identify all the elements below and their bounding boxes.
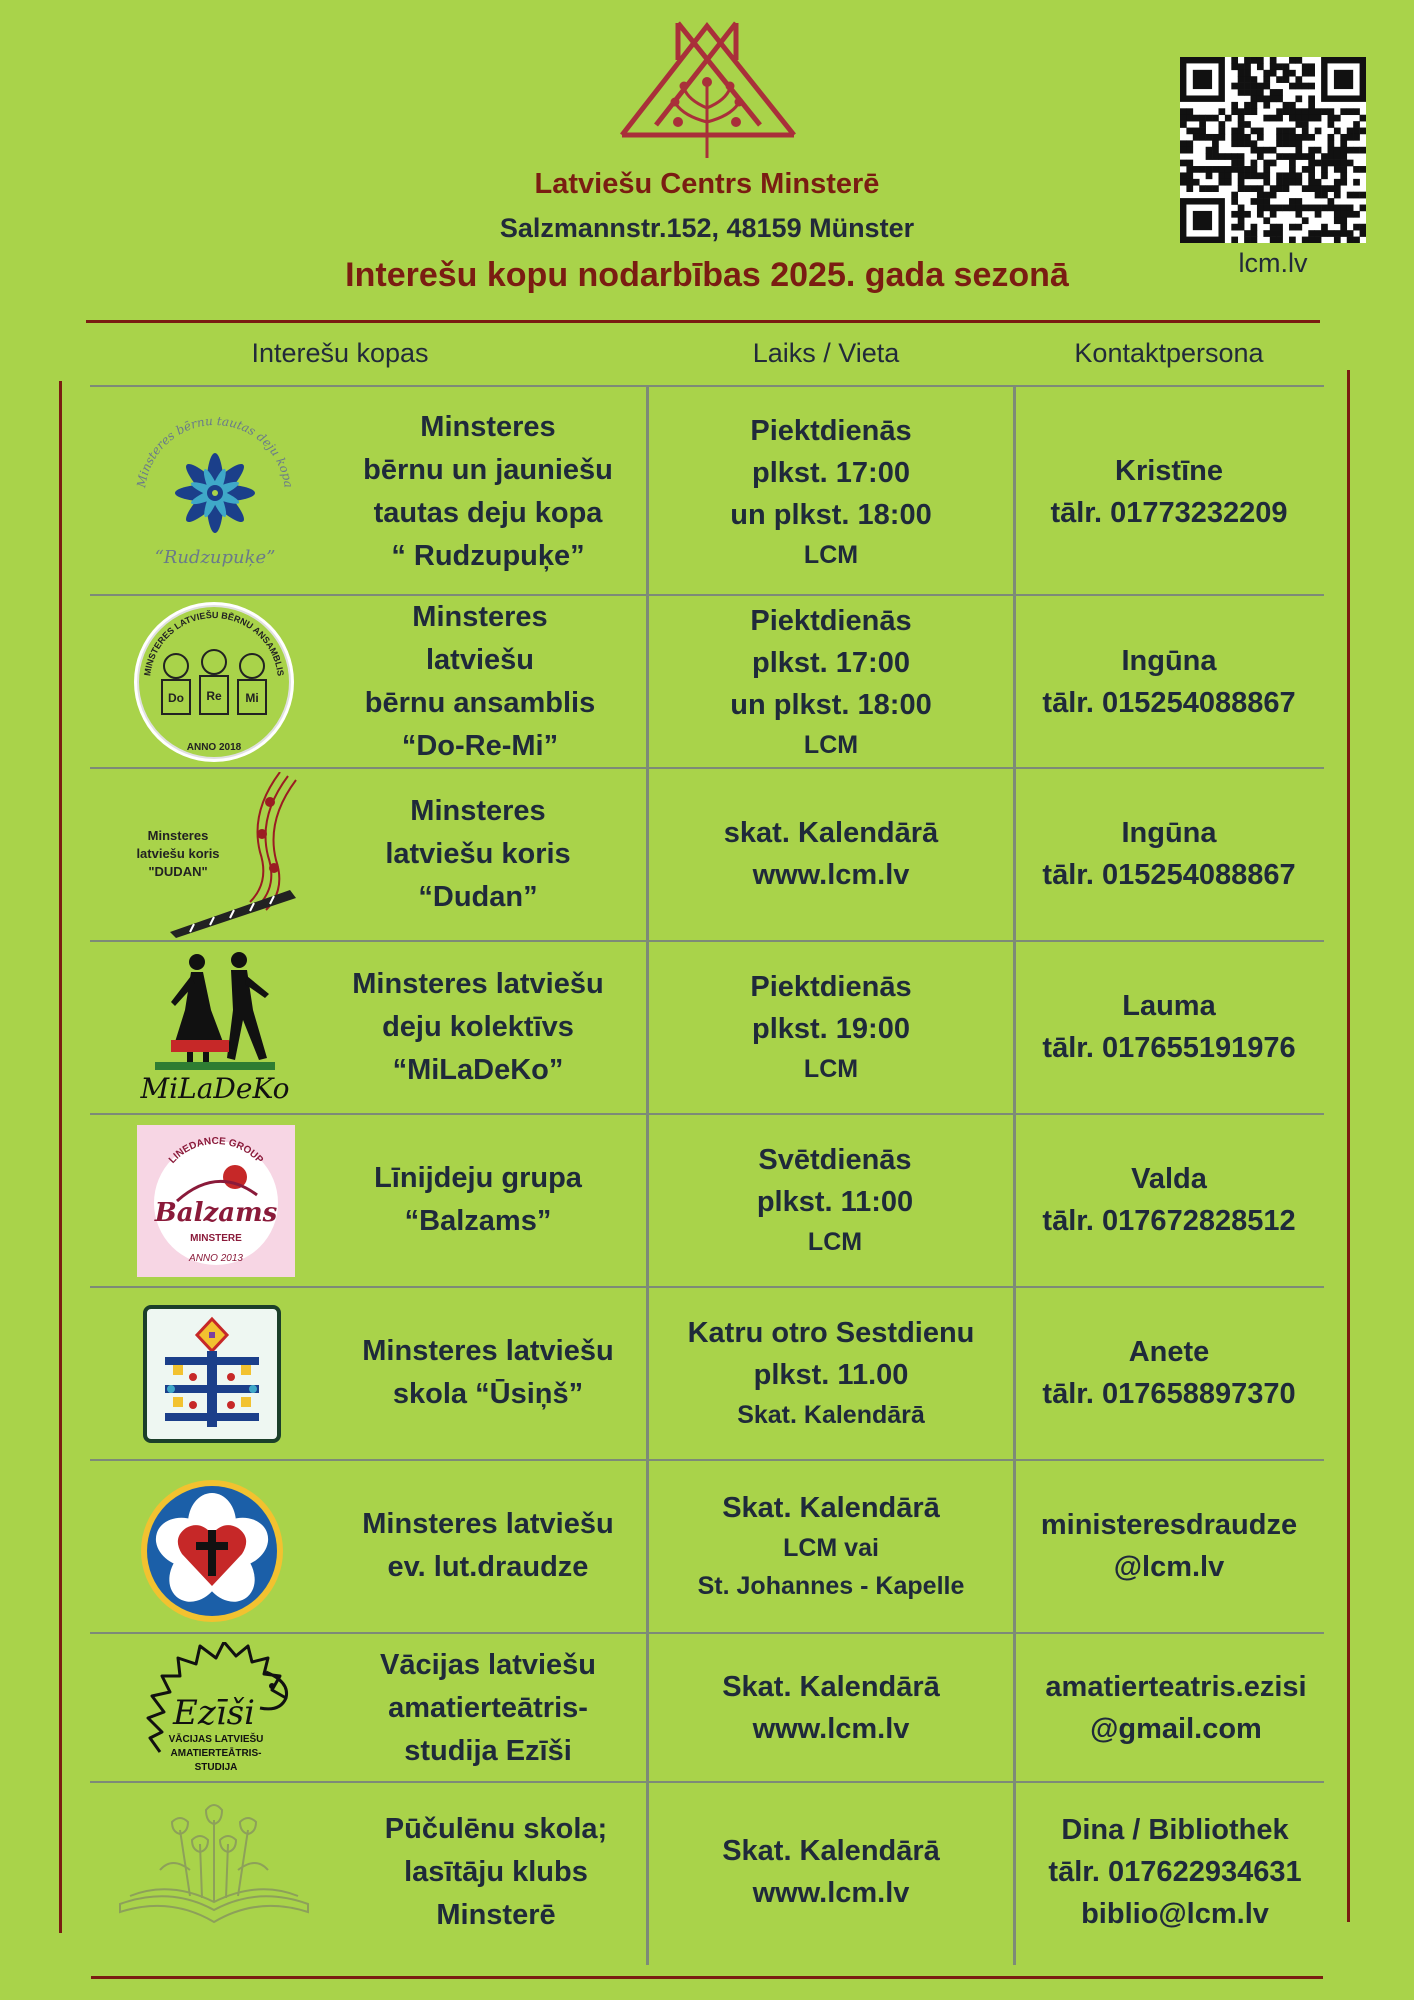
time-place[interactable]: Skat. Kalendārā www.lcm.lv — [722, 1835, 940, 1909]
svg-text:AMATIERTEĀTRIS-: AMATIERTEĀTRIS- — [170, 1748, 262, 1759]
page-title: Interešu kopu nodarbības 2025. gada sezonā — [345, 256, 1069, 294]
svg-text:latviešu koris: latviešu koris — [136, 846, 220, 861]
lcm-house-logo — [618, 18, 798, 164]
svg-text:VĀCIJAS LATVIEŠU: VĀCIJAS LATVIEŠU — [168, 1734, 264, 1745]
group-name: Minsteres latviešu bērnu ansamblis “Do-Re-Mi” — [364, 601, 596, 762]
miladeko-dancers-logo — [135, 950, 295, 1106]
frame-right-line — [1347, 370, 1350, 1922]
org-name: Latviešu Centrs Minsterē — [534, 168, 880, 200]
time-place: Piektdienās plkst. 17:00 un plkst. 18:00 LCM — [730, 415, 932, 569]
contact[interactable]: amatierteatris.ezisi @gmail.com — [1045, 1671, 1307, 1745]
svg-text:ANNO 2013: ANNO 2013 — [189, 1253, 243, 1264]
contact[interactable]: Lauma tālr. 017655191976 — [1042, 990, 1296, 1064]
header-divider — [86, 320, 1320, 323]
svg-text:"DUDAN": "DUDAN" — [148, 864, 208, 879]
logo-year: ANNO 2018 — [186, 742, 242, 753]
row-divider — [90, 385, 1324, 387]
svg-text:Minsteres: Minsteres — [147, 828, 209, 843]
logo-caption: MiLaDeKo — [140, 1072, 290, 1105]
logo-caption: Ezīši — [173, 1693, 255, 1733]
group-name: Minsteres latviešu skola “Ūsiņš” — [362, 1335, 614, 1410]
contact[interactable]: Ingūna tālr. 015254088867 — [1042, 645, 1296, 719]
rudzupuke-flower-logo — [125, 405, 305, 575]
column-header-contact: Kontaktpersona — [1074, 338, 1264, 368]
group-name: Līnijdeju grupa “Balzams” — [374, 1162, 582, 1237]
contact[interactable]: Dina / Bibliothek tālr. 017622934631 biblio@lcm.lv — [1048, 1814, 1302, 1930]
time-place: Svētdienās plkst. 11:00 LCM — [756, 1144, 914, 1256]
logo-caption: Balzams — [154, 1198, 278, 1228]
do-re-mi-ensemble-logo — [130, 600, 298, 764]
svg-text:Mi: Mi — [245, 691, 259, 705]
luther-rose-logo — [138, 1478, 286, 1624]
group-name: Vācijas latviešu amatierteātris- studija Ezīši — [379, 1648, 597, 1767]
group-name: Minsteres latviešu ev. lut.draudze — [362, 1508, 614, 1583]
logo-arc-text: MINSTERES LATVIEŠU BĒRNU ANSAMBLIS — [142, 609, 286, 677]
group-name: Minsteres latviešu koris “Dudan” — [385, 794, 571, 913]
svg-text:STUDIJA: STUDIJA — [194, 1762, 238, 1773]
time-place: Piektdienās plkst. 17:00 un plkst. 18:00 LCM — [730, 605, 932, 759]
contact[interactable]: Kristīne tālr. 01773232209 — [1050, 455, 1288, 529]
svg-text:Re: Re — [206, 689, 222, 703]
usins-school-logo — [143, 1305, 281, 1443]
org-address: Salzmannstr.152, 48159 Münster — [499, 213, 915, 243]
ezisi-hedgehog-logo — [140, 1642, 292, 1782]
time-place: Skat. Kalendārā LCM vai St. Johannes - Kapelle — [697, 1492, 965, 1600]
balzams-linedance-logo — [137, 1125, 295, 1277]
time-place[interactable]: Skat. Kalendārā www.lcm.lv — [722, 1671, 940, 1745]
open-book-flowers-logo — [110, 1800, 318, 1930]
group-name: Minsteres bērnu un jauniešu tautas deju kopa “ Rudzupuķe” — [363, 411, 613, 572]
column-header-time-place: Laiks / Vieta — [752, 338, 900, 368]
dudan-choir-logo — [130, 772, 300, 938]
group-name: Pūčulēnu skola; lasītāju klubs Minsterē — [384, 1812, 608, 1931]
column-header-groups: Interešu kopas — [251, 338, 429, 368]
footer-divider — [91, 1976, 1323, 1979]
qr-code[interactable] — [1180, 57, 1366, 243]
logo-caption: “Rudzupuķe” — [154, 547, 276, 568]
time-place: Katru otro Sestdienu plkst. 11.00 Skat. Kalendārā — [687, 1317, 975, 1429]
time-place: Piektdienās plkst. 19:00 LCM — [750, 971, 912, 1083]
frame-left-line — [59, 381, 62, 1933]
svg-text:MINSTERE: MINSTERE — [190, 1233, 242, 1244]
logo-arc-text: LINEDANCE GROUP — [166, 1135, 266, 1166]
time-place[interactable]: skat. Kalendārā www.lcm.lv — [723, 817, 939, 891]
svg-text:Do: Do — [168, 691, 184, 705]
contact[interactable]: Anete tālr. 017658897370 — [1042, 1336, 1296, 1410]
contact[interactable]: Ingūna tālr. 015254088867 — [1042, 817, 1296, 891]
contact[interactable]: Valda tālr. 017672828512 — [1042, 1163, 1296, 1237]
contact[interactable]: ministeresdraudze @lcm.lv — [1040, 1509, 1298, 1583]
qr-label[interactable]: lcm.lv — [1238, 248, 1308, 278]
logo-arc-text: Minsteres bērnu tautas deju kopa — [134, 413, 296, 489]
group-name: Minsteres latviešu deju kolektīvs “MiLaDeKo” — [352, 967, 604, 1086]
